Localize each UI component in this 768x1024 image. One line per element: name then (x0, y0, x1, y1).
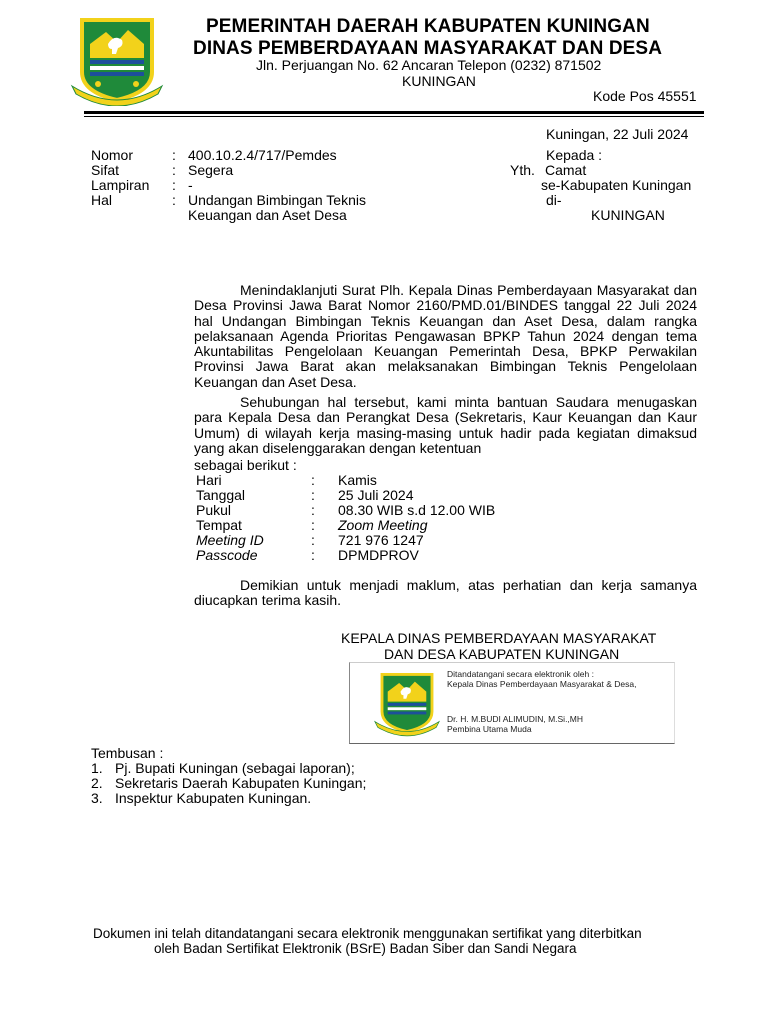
meta-label-nomor: Nomor (91, 147, 134, 163)
recipient-yth: Yth. (510, 162, 535, 178)
detail-sep: : (311, 547, 315, 563)
detail-sep: : (311, 472, 315, 488)
detail-sep: : (311, 502, 315, 518)
footer-bsre-line2: oleh Badan Sertifikat Elektronik (BSrE) Badan Siber dan Sandi Negara (154, 941, 577, 956)
body-paragraph-2-end: sebagai berikut : (194, 457, 297, 473)
meta-value-hal: Undangan Bimbingan Teknis (188, 192, 366, 208)
meta-value-sifat: Segera (188, 162, 234, 178)
tembusan-item: Pj. Bupati Kuningan (sebagai laporan); (115, 760, 355, 776)
meta-sep: : (172, 162, 176, 178)
meta-value-lampiran: - (188, 177, 193, 193)
signature-title-line1: KEPALA DINAS PEMBERDAYAAN MASYARAKAT (341, 630, 657, 646)
meta-value-hal-line2: Keuangan dan Aset Desa (188, 207, 347, 223)
detail-value-passcode: DPMDPROV (338, 547, 419, 563)
meta-label-sifat: Sifat (91, 162, 120, 178)
body-paragraph-3: Demikian untuk menjadi maklum, atas perhatian dan kerja samanya diucapkan terima kasih. (194, 577, 697, 609)
detail-label-passcode: Passcode (196, 547, 258, 563)
signature-signer-name: Dr. H. M.BUDI ALIMUDIN, M.Si.,MH (447, 714, 584, 724)
header-agency-name: DINAS PEMBERDAYAAN MASYARAKAT DAN DESA (193, 38, 663, 59)
signature-signed-by: Ditandatangani secara elektronik oleh : (447, 669, 594, 679)
meta-label-lampiran: Lampiran (91, 177, 150, 193)
meta-sep: : (172, 147, 176, 163)
detail-label-tempat: Tempat (196, 517, 242, 533)
detail-sep: : (311, 517, 315, 533)
detail-label-pukul: Pukul (196, 502, 232, 518)
meta-value-nomor: 400.10.2.4/717/Pemdes (188, 147, 337, 163)
recipient-place: KUNINGAN (591, 207, 665, 223)
tembusan-item: Inspektur Kabupaten Kuningan. (115, 790, 312, 806)
letter-date: Kuningan, 22 Juli 2024 (546, 126, 689, 142)
electronic-signature-box (349, 662, 675, 744)
tembusan-item: Sekretaris Daerah Kabupaten Kuningan; (115, 775, 367, 791)
detail-value-pukul: 08.30 WIB s.d 12.00 WIB (338, 502, 496, 518)
recipient-region: se-Kabupaten Kuningan (541, 177, 692, 193)
body-paragraph-1: Menindaklanjuti Surat Plh. Kepala Dinas Pemberdayaan Masyarakat dan Desa Provinsi Jawa Barat Nomor 2160/PMD.01/BINDES tanggal 22 Juli 2024 hal Undangan Bimbingan Teknis Keuangan dan Aset Desa, dalam rangka pelaksanaan Agenda Prioritas Pengawasan BPKP Tahun 2024 dengan tema Akuntabilitas Pengelolaan Keuangan Pemerintah Desa, BPKP Perwakilan Provinsi Jawa Barat akan melaksanakan Bimbingan Teknis Pengelolaan Keuangan dan Aset Desa. (194, 282, 697, 390)
detail-label-meeting-id: Meeting ID (196, 532, 264, 548)
signature-signer-role: Kepala Dinas Pemberdayaan Masyarakat & Desa, (447, 679, 637, 689)
tembusan-item-number: 2. (91, 775, 103, 791)
signature-signer-rank: Pembina Utama Muda (447, 724, 532, 734)
recipient-name: Camat (545, 162, 587, 178)
detail-value-meeting-id: 721 976 1247 (338, 532, 424, 548)
detail-value-hari: Kamis (338, 472, 377, 488)
signature-title-line2: DAN DESA KABUPATEN KUNINGAN (384, 646, 620, 662)
detail-value-tempat: Zoom Meeting (338, 517, 428, 533)
detail-value-tanggal: 25 Juli 2024 (338, 487, 414, 503)
detail-sep: : (311, 532, 315, 548)
recipient-kepada: Kepada : (546, 147, 603, 163)
header-divider-thin (84, 116, 704, 117)
footer-bsre-line1: Dokumen ini telah ditandatangani secara elektronik menggunakan sertifikat yang diterbitkan (93, 926, 642, 941)
kuningan-emblem-logo (372, 667, 442, 739)
detail-label-hari: Hari (196, 472, 222, 488)
detail-sep: : (311, 487, 315, 503)
header-postcode: Kode Pos 45551 (593, 88, 697, 104)
tembusan-item-number: 1. (91, 760, 103, 776)
tembusan-title: Tembusan : (91, 745, 164, 761)
tembusan-item-number: 3. (91, 790, 103, 806)
header-divider-thick (84, 111, 704, 114)
recipient-di: di- (546, 192, 562, 208)
meta-sep: : (172, 177, 176, 193)
header-address: Jln. Perjuangan No. 62 Ancaran Telepon (0232) 871502 (256, 57, 602, 73)
detail-label-tanggal: Tanggal (196, 487, 246, 503)
meta-sep: : (172, 192, 176, 208)
meta-label-hal: Hal (91, 192, 113, 208)
body-paragraph-2: Sehubungan hal tersebut, kami minta bantuan Saudara menugaskan para Kepala Desa dan Perangkat Desa (Sekretaris, Kaur Keuangan dan Kaur Umum) di wilayah kerja masing-masing untuk hadir pada kegiatan dimaksud yang akan diselenggarakan dengan ketentuan (194, 394, 697, 456)
kuningan-emblem-logo (68, 14, 166, 106)
header-government-name: PEMERINTAH DAERAH KABUPATEN KUNINGAN (206, 16, 650, 37)
header-city: KUNINGAN (402, 73, 476, 89)
